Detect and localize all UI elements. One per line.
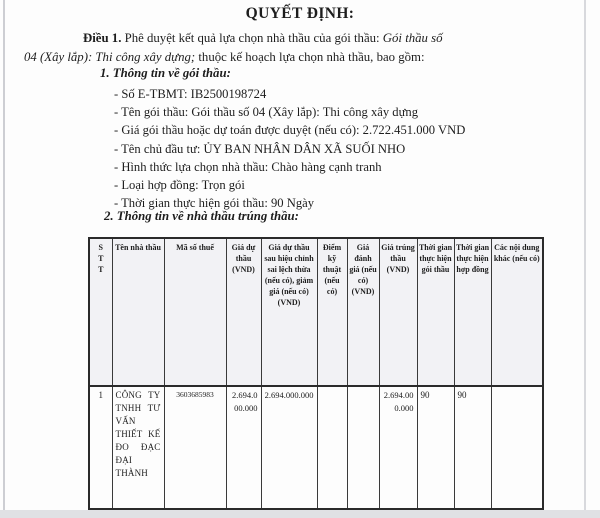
col-header-tax-code: Mã số thuế [164, 238, 226, 386]
article-1-paragraph [24, 29, 578, 67]
package-info-etbmt: - Số E-TBMT: IB2500198724 [114, 87, 267, 101]
table-data-row [89, 386, 543, 509]
cell-winning-price: 2.694.000.000 [379, 386, 417, 509]
col-header-bid-price-adjusted: Giá dự thầu sau hiệu chỉnh sai lệch thừa (nếu có), giảm giá (nếu có) (VND) [261, 238, 317, 386]
section-2-heading: 2. Thông tin về nhà thầu trúng thầu: [104, 209, 299, 223]
package-info-selection-method: - Hình thức lựa chọn nhà thầu: Chào hàng cạnh tranh [114, 159, 382, 174]
cell-tax-code: 3603685983 [164, 386, 226, 509]
package-info-contract-type: - Loại hợp đồng: Trọn gói [114, 178, 245, 193]
col-header-bid-price: Giá dự thầu (VND) [226, 238, 261, 386]
package-info-approved-price: - Giá gói thầu hoặc dự toán được duyệt (nếu có): 2.722.451.000 VND [114, 123, 466, 138]
article-1-text-cont: thuộc kế hoạch lựa chọn nhà thầu, bao gồm: [195, 50, 425, 64]
article-1-package-name-cont: 04 (Xây lắp): Thi công xây dựng; [24, 50, 196, 64]
cell-bid-price-adjusted: 2.694.000.000 [261, 386, 317, 509]
cell-technical-score [317, 386, 347, 509]
cell-stt: 1 [89, 386, 112, 509]
cell-contractor-name: CÔNG TY TNHH TƯ VẤN THIẾT KẾ ĐO ĐẠC ĐẠI THÀNH [112, 386, 164, 509]
cell-contract-duration: 90 [454, 386, 491, 509]
col-header-contractor: Tên nhà thầu [112, 238, 164, 386]
col-header-other-content: Các nội dung khác (nếu có) [491, 238, 543, 386]
cell-bid-price: 2.694.000.000 [226, 386, 261, 509]
col-header-stt: STT [89, 238, 112, 386]
package-info-duration: - Thời gian thực hiện gói thầu: 90 Ngày [114, 196, 315, 211]
cell-evaluated-price [347, 386, 379, 509]
left-edge-line [3, 0, 5, 518]
section-1-heading: 1. Thông tin về gói thầu: [100, 66, 231, 80]
winning-contractor-table [88, 237, 544, 510]
col-header-winning-price: Giá trúng thầu (VND) [379, 238, 417, 386]
right-edge-line [584, 0, 586, 518]
bottom-gray-strip [0, 510, 600, 518]
package-info-name: - Tên gói thầu: Gói thầu số 04 (Xây lắp): Thi công xây dựng [114, 105, 419, 120]
article-1-text: Phê duyệt kết quả lựa chọn nhà thầu của gói thầu: [121, 31, 383, 45]
article-1-label: Điều 1. [83, 31, 122, 45]
cell-other-content [491, 386, 543, 509]
col-header-contract-duration: Thời gian thực hiện hợp đồng [454, 238, 491, 386]
col-header-evaluated-price: Giá đánh giá (nếu có) (VND) [347, 238, 379, 386]
package-info-investor: - Tên chủ đầu tư: ỦY BAN NHÂN DÂN XÃ SUỐI NHO [114, 141, 406, 156]
col-header-technical-score: Điểm kỹ thuật (nếu có) [317, 238, 347, 386]
table-header-row [89, 238, 543, 386]
package-info-list [114, 85, 465, 212]
col-header-package-duration: Thời gian thực hiện gói thầu [417, 238, 454, 386]
article-1-package-name: Gói thầu số [382, 31, 443, 45]
winning-contractor-table-wrap [88, 237, 544, 510]
cell-package-duration: 90 [417, 386, 454, 509]
document-title: QUYẾT ĐỊNH: [245, 5, 355, 22]
